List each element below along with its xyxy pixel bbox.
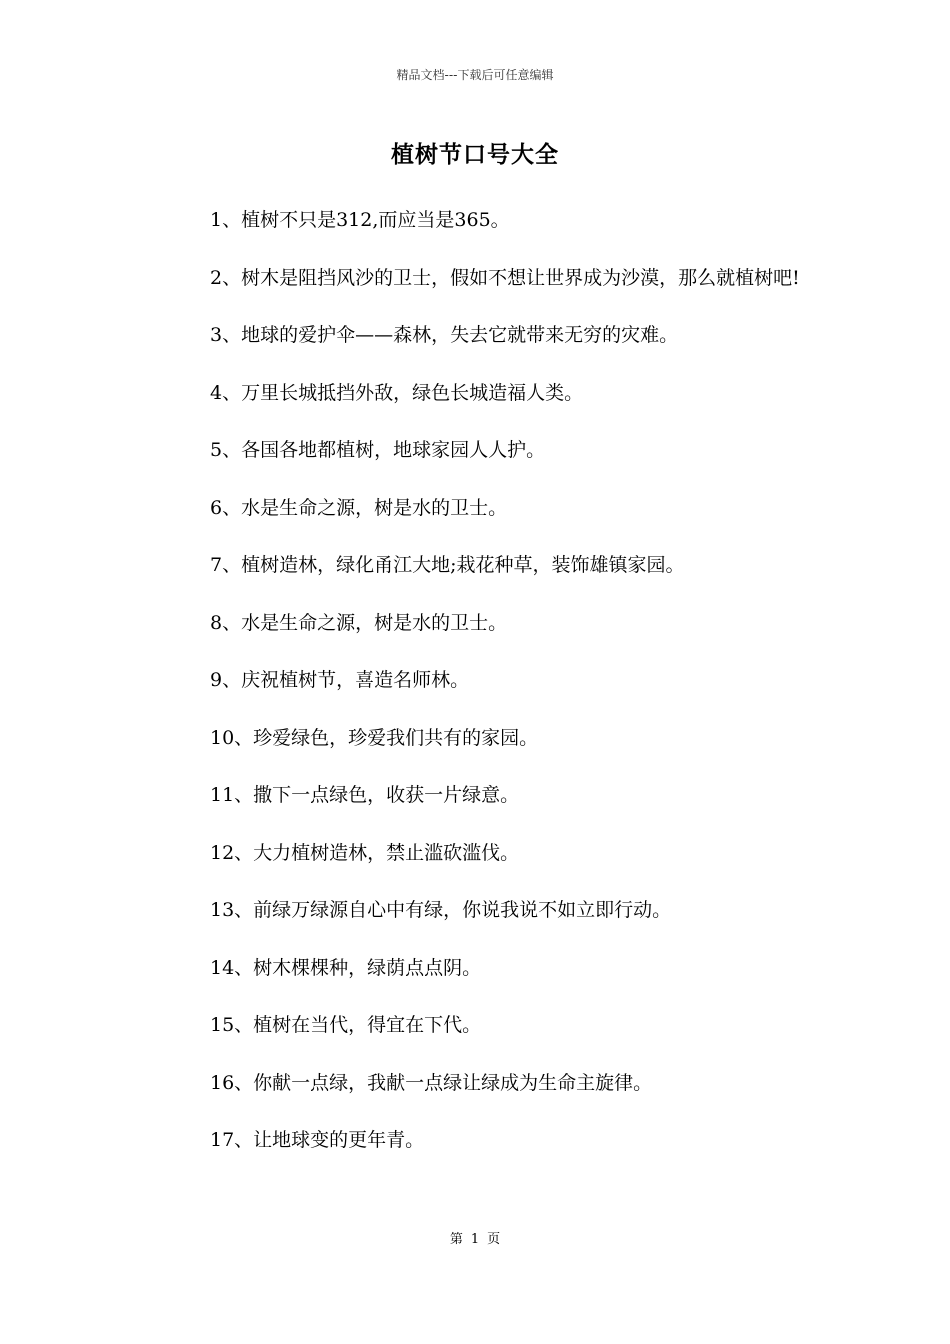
slogan-paragraph: 1、植树不只是312,而应当是365。 <box>210 209 510 231</box>
document-body <box>144 192 812 1170</box>
slogan-paragraph: 13、前绿万绿源自心中有绿，你说我说不如立即行动。 <box>210 899 672 921</box>
page-prefix: 第 <box>449 1232 463 1247</box>
slogan-paragraph: 6、水是生命之源，树是水的卫士。 <box>210 496 508 519</box>
slogan-paragraph: 5、各国各地都植树，地球家园人人护。 <box>210 439 546 461</box>
slogan-paragraph: 7、植树造林，绿化甬江大地;栽花种草，装饰雄镇家园。 <box>210 554 685 576</box>
slogan-paragraph: 12、大力植树造林，禁止滥砍滥伐。 <box>210 841 520 864</box>
slogan-paragraph: 11、撒下一点绿色，收获一片绿意。 <box>210 784 520 806</box>
slogan-paragraph: 14、树木棵棵种，绿荫点点阴。 <box>210 956 482 979</box>
slogan-paragraph: 3、地球的爱护伞——森林，失去它就带来无穷的灾难。 <box>210 324 679 346</box>
header-note: 精品文档---下载后可任意编辑 <box>396 68 554 82</box>
slogan-paragraph: 4、万里长城抵挡外敌，绿色长城造福人类。 <box>210 381 584 404</box>
slogan-paragraph: 15、植树在当代，得宜在下代。 <box>210 1014 482 1036</box>
slogan-paragraph: 2、树木是阻挡风沙的卫士，假如不想让世界成为沙漠，那么就植树吧! <box>210 266 800 289</box>
page-suffix: 页 <box>487 1232 501 1247</box>
page-footer <box>0 1228 950 1247</box>
slogan-paragraph: 10、珍爱绿色，珍爱我们共有的家园。 <box>210 726 539 749</box>
slogan-paragraph: 8、水是生命之源，树是水的卫士。 <box>210 611 508 634</box>
slogan-paragraph: 16、你献一点绿，我献一点绿让绿成为生命主旋律。 <box>210 1071 653 1094</box>
slogan-paragraph: 9、庆祝植树节，喜造名师林。 <box>210 669 470 691</box>
page-number: 1 <box>470 1232 480 1247</box>
slogan-paragraph: 17、让地球变的更年青。 <box>210 1129 425 1151</box>
document-title: 植树节口号大全 <box>391 142 559 168</box>
